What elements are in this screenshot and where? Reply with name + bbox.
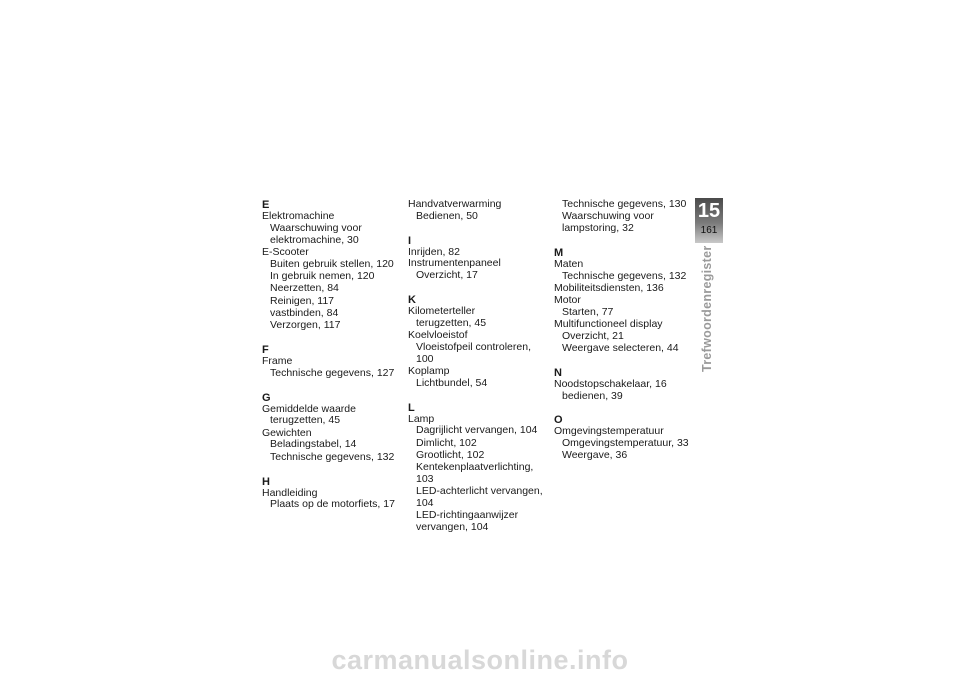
index-term: Kilometerteller <box>408 304 476 317</box>
index-subentry: Dimlicht, 102 <box>416 436 477 449</box>
page-number: 161 <box>700 225 718 236</box>
index-subentry: In gebruik nemen, 120 <box>270 269 375 282</box>
index-subentry: Bedienen, 50 <box>416 209 478 222</box>
index-term: Handvatverwarming <box>408 198 502 210</box>
index-subentry: Overzicht, 21 <box>562 329 624 342</box>
index-subentry: Verzorgen, 117 <box>270 319 341 332</box>
index-letter: O <box>554 414 563 427</box>
index-subentry: Technische gegevens, 130 <box>562 198 687 210</box>
index-subentry: Reinigen, 117 <box>270 294 335 307</box>
index-letter: I <box>408 234 412 247</box>
index-column-2 <box>408 199 548 535</box>
watermark: carmanualsonline.info <box>331 645 629 675</box>
index-term: Frame <box>262 354 293 367</box>
index-term: Koelvloeistof <box>408 329 468 342</box>
index-subentry: LED-richtingaanwijzer vervangen, 104 <box>416 509 519 534</box>
index-term: Handleiding <box>262 486 318 499</box>
index-subentry: bedienen, 39 <box>562 389 623 402</box>
index-term: Elektromachine <box>262 210 335 222</box>
index-subentry: Technische gegevens, 132 <box>270 450 395 463</box>
index-subentry: Waarschuwing voor elektromachine, 30 <box>270 221 362 246</box>
index-subentry: Starten, 77 <box>562 305 614 318</box>
index-subentry: Buiten gebruik stellen, 120 <box>270 257 394 270</box>
index-subentry: Overzicht, 17 <box>416 269 478 282</box>
index-subentry: Waarschuwing voor lampstoring, 32 <box>562 210 654 235</box>
index-subentry: terugzetten, 45 <box>270 414 341 427</box>
index-subentry: Neerzetten, 84 <box>270 282 339 295</box>
index-subentry: Lichtbundel, 54 <box>416 376 488 389</box>
index-term: Multifunctioneel display <box>554 317 663 330</box>
index-letter: K <box>408 293 416 306</box>
index-term: Instrumentenpaneel <box>408 257 501 270</box>
index-subentry: Technische gegevens, 132 <box>562 269 687 282</box>
index-letter: E <box>262 199 270 211</box>
index-subentry: Beladingstabel, 14 <box>270 438 357 451</box>
index-subentry: Kentekenplaatverlichting, 103 <box>416 461 534 486</box>
index-letter: M <box>554 246 564 259</box>
index-term: Omgevingstemperatuur <box>554 425 664 438</box>
chapter-title: Trefwoordenregister <box>700 245 714 372</box>
index-column-1 <box>262 199 402 512</box>
index-term: Inrijden, 82 <box>408 245 460 258</box>
index-subentry: Vloeistofpeil controleren, 100 <box>416 340 531 365</box>
index-term: Lamp <box>408 412 435 425</box>
index-subentry: Weergave, 36 <box>562 449 628 462</box>
index-term: Motor <box>554 293 581 306</box>
chapter-badge <box>695 198 723 243</box>
index-subentry: Omgevingstemperatuur, 33 <box>562 437 689 450</box>
index-subentry: Dagrijlicht vervangen, 104 <box>416 424 538 437</box>
index-letter: G <box>262 391 271 404</box>
index-term: Koplamp <box>408 364 450 377</box>
index-letter: H <box>262 475 270 488</box>
index-letter: F <box>262 343 269 356</box>
index-term: Mobiliteitsdiensten, 136 <box>554 281 664 294</box>
index-term: Noodstopschakelaar, 16 <box>554 377 667 390</box>
index-term: E-Scooter <box>262 245 309 258</box>
index-letter: L <box>408 401 415 414</box>
index-subentry: Grootlicht, 102 <box>416 448 485 461</box>
index-subentry: vastbinden, 84 <box>270 306 339 319</box>
index-letter: N <box>554 366 562 379</box>
index-subentry: Technische gegevens, 127 <box>270 366 395 379</box>
index-subentry: LED-achterlicht vervangen, 104 <box>416 485 543 510</box>
chapter-number: 15 <box>697 200 721 222</box>
index-subentry: terugzetten, 45 <box>416 316 487 329</box>
index-column-3 <box>554 199 694 463</box>
index-term: Maten <box>554 257 584 270</box>
index-subentry: Weergave selecteren, 44 <box>562 341 679 354</box>
index-term: Gemiddelde waarde <box>262 402 356 415</box>
index-subentry: Plaats op de motorfiets, 17 <box>270 498 395 511</box>
index-term: Gewichten <box>262 426 312 439</box>
